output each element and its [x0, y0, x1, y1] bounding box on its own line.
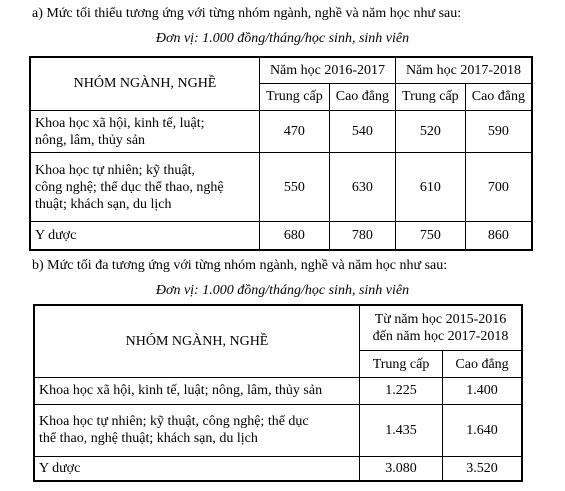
cell-value: 630: [329, 153, 395, 221]
cell-value: 550: [260, 153, 330, 221]
table-row: [34, 456, 522, 481]
cell-value: 1.640: [443, 404, 522, 456]
table-row: [30, 153, 532, 221]
sub-header: Trung cấp: [360, 351, 443, 378]
header-year-2: Năm học 2017-2018: [395, 57, 532, 84]
table-maximum: [33, 304, 523, 482]
section-b-unit: Đơn vị: 1.000 đồng/tháng/học sinh, sinh viên: [155, 283, 410, 298]
table-minimum: [29, 56, 533, 251]
cell-value: 1.400: [443, 377, 522, 404]
table-row: [34, 404, 522, 456]
header-group: NHÓM NGÀNH, NGHỀ: [30, 57, 260, 110]
header-period: Từ năm học 2015-2016 đến năm học 2017-2018: [360, 305, 523, 351]
section-a-intro: a) Mức tối thiểu tương ứng với từng nhóm ngành, nghề và năm học như sau:: [32, 6, 462, 21]
cell-value: 3.080: [360, 456, 443, 481]
table-row: [30, 110, 532, 153]
cell-value: 590: [465, 110, 532, 153]
section-a-unit: Đơn vị: 1.000 đồng/tháng/học sinh, sinh viên: [155, 31, 410, 46]
cell-value: 540: [329, 110, 395, 153]
cell-value: 470: [260, 110, 330, 153]
sub-header: Cao đẳng: [329, 84, 395, 111]
row-name: Y dược: [34, 456, 360, 481]
sub-header: Cao đẳng: [443, 351, 522, 378]
row-name: Y dược: [30, 221, 260, 250]
header-year-1: Năm học 2016-2017: [260, 57, 396, 84]
header-group: NHÓM NGÀNH, NGHỀ: [34, 305, 360, 377]
row-name: Khoa học xã hội, kinh tế, luật; nông, lâm, thủy sản: [34, 377, 360, 404]
row-name: Khoa học tự nhiên; kỹ thuật, công nghệ; thể dục thể thao, nghệ thuật; khách sạn, du lịch: [34, 404, 360, 456]
table-row: [34, 377, 522, 404]
cell-value: 780: [329, 221, 395, 250]
cell-value: 750: [395, 221, 465, 250]
row-name: Khoa học tự nhiên; kỹ thuật, công nghệ; thể dục thể thao, nghệ thuật; khách sạn, du lịch: [30, 153, 260, 221]
cell-value: 610: [395, 153, 465, 221]
cell-value: 520: [395, 110, 465, 153]
sub-header: Cao đẳng: [465, 84, 532, 111]
row-name: Khoa học xã hội, kinh tế, luật; nông, lâm, thủy sản: [30, 110, 260, 153]
cell-value: 3.520: [443, 456, 522, 481]
sub-header: Trung cấp: [260, 84, 330, 111]
cell-value: 1.225: [360, 377, 443, 404]
section-b-intro: b) Mức tối đa tương ứng với từng nhóm ngành, nghề và năm học như sau:: [32, 258, 448, 273]
cell-value: 1.435: [360, 404, 443, 456]
cell-value: 680: [260, 221, 330, 250]
sub-header: Trung cấp: [395, 84, 465, 111]
cell-value: 860: [465, 221, 532, 250]
cell-value: 700: [465, 153, 532, 221]
table-row: [30, 221, 532, 250]
